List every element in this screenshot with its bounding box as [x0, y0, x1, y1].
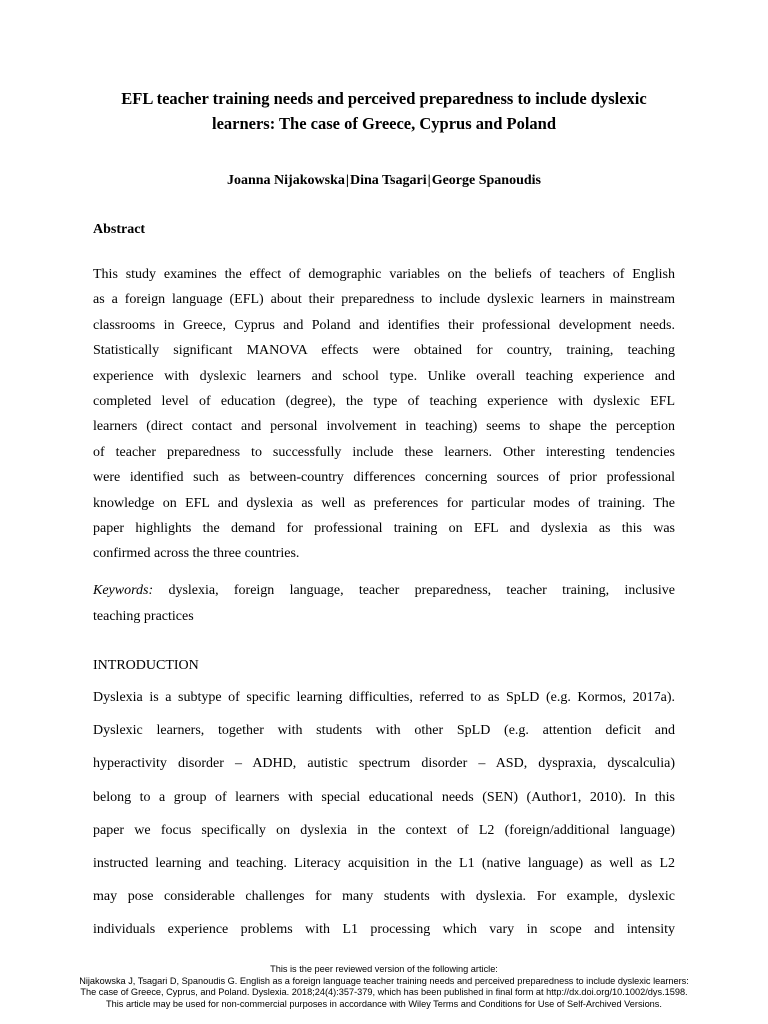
footer-line-1: This is the peer reviewed version of the following article: — [270, 964, 498, 974]
keywords-line-1 — [93, 578, 675, 604]
introduction-line: hyperactivity disorder – ADHD, autistic spectrum disorder – ASD, dyspraxia, dyscalculia) — [93, 756, 675, 772]
keywords-label: Keywords: — [93, 583, 154, 598]
introduction-heading: INTRODUCTION — [93, 658, 199, 673]
abstract-line: This study examines the effect of demographic variables on the beliefs of teachers of English — [93, 267, 675, 282]
introduction-paragraph — [93, 681, 675, 947]
footer-line-2: Nijakowska J, Tsagari D, Spanoudis G. English as a foreign language teacher training needs and perceived preparedness to include dyslexic learners: — [79, 975, 689, 986]
author-list — [60, 170, 708, 192]
abstract-line: Statistically significant MANOVA effects were obtained for country, training, teaching — [93, 343, 675, 359]
introduction-line: may pose considerable challenges for many students with dyslexia. For example, dyslexic — [93, 889, 675, 905]
citation-footer — [0, 964, 768, 1010]
author-separator: | — [427, 173, 431, 188]
abstract-line: paper highlights the demand for professional training on EFL and dyslexia as this was — [93, 521, 675, 537]
introduction-line: instructed learning and teaching. Literacy acquisition in the L1 (native language) as well as L2 — [93, 856, 675, 872]
abstract-line: were identified such as between-country differences concerning sources of prior professional — [93, 470, 675, 486]
abstract-line: completed level of education (degree), the type of teaching experience with dyslexic EFL — [93, 394, 675, 410]
abstract-paragraph — [93, 262, 675, 567]
introduction-line: paper we focus specifically on dyslexia in the context of L2 (foreign/additional language) — [93, 822, 675, 838]
abstract-line: as a foreign language (EFL) about their preparedness to include dyslexic learners in mainstream — [93, 292, 675, 308]
author-2: Dina Tsagari — [349, 173, 427, 188]
author-1: Joanna Nijakowska — [226, 173, 345, 188]
title-line-2: learners: The case of Greece, Cyprus and Poland — [211, 114, 557, 133]
title-line-1: EFL teacher training needs and perceived preparedness to include dyslexic — [121, 89, 647, 108]
introduction-line: Dyslexic learners, together with students with other SpLD (e.g. attention deficit and — [93, 723, 675, 739]
abstract-line: learners (direct contact and personal involvement in teaching) seems to shape the perception — [93, 419, 675, 435]
introduction-line: Dyslexia is a subtype of specific learning difficulties, referred to as SpLD (e.g. Kormos, 2017a). — [93, 690, 675, 705]
abstract-line: confirmed across the three countries. — [93, 546, 300, 562]
abstract-line: of teacher preparedness to successfully include these learners. Other interesting tendencies — [93, 444, 675, 460]
introduction-line: belong to a group of learners with special educational needs (SEN) (Author1, 2010). In this — [93, 789, 675, 805]
abstract-line: knowledge on EFL and dyslexia as well as preferences for particular modes of training. The — [93, 495, 675, 511]
paper-title — [60, 86, 708, 136]
author-separator: | — [345, 173, 349, 188]
introduction-line: individuals experience problems with L1 processing which vary in scope and intensity — [93, 922, 675, 938]
keywords-block — [93, 578, 675, 630]
footer-line-4: This article may be used for non-commercial purposes in accordance with Wiley Terms and Conditions for Use of Self-Archived Versions. — [106, 998, 662, 1009]
footer-line-3: The case of Greece, Cyprus, and Poland. Dyslexia. 2018;24(4):357-379, which has been published in final form at http://dx.doi.org/10.1002/dys.1598. — [80, 987, 688, 997]
author-3: George Spanoudis — [431, 173, 541, 188]
abstract-line: experience with dyslexic learners and school type. Unlike overall teaching experience and — [93, 368, 675, 384]
abstract-heading: Abstract — [93, 222, 146, 237]
keywords-line-2: teaching practices — [93, 609, 194, 624]
abstract-line: classrooms in Greece, Cyprus and Poland and identifies their professional development needs. — [93, 317, 675, 333]
keywords-text: dyslexia, foreign language, teacher preparedness, teacher training, inclusive — [168, 583, 675, 598]
